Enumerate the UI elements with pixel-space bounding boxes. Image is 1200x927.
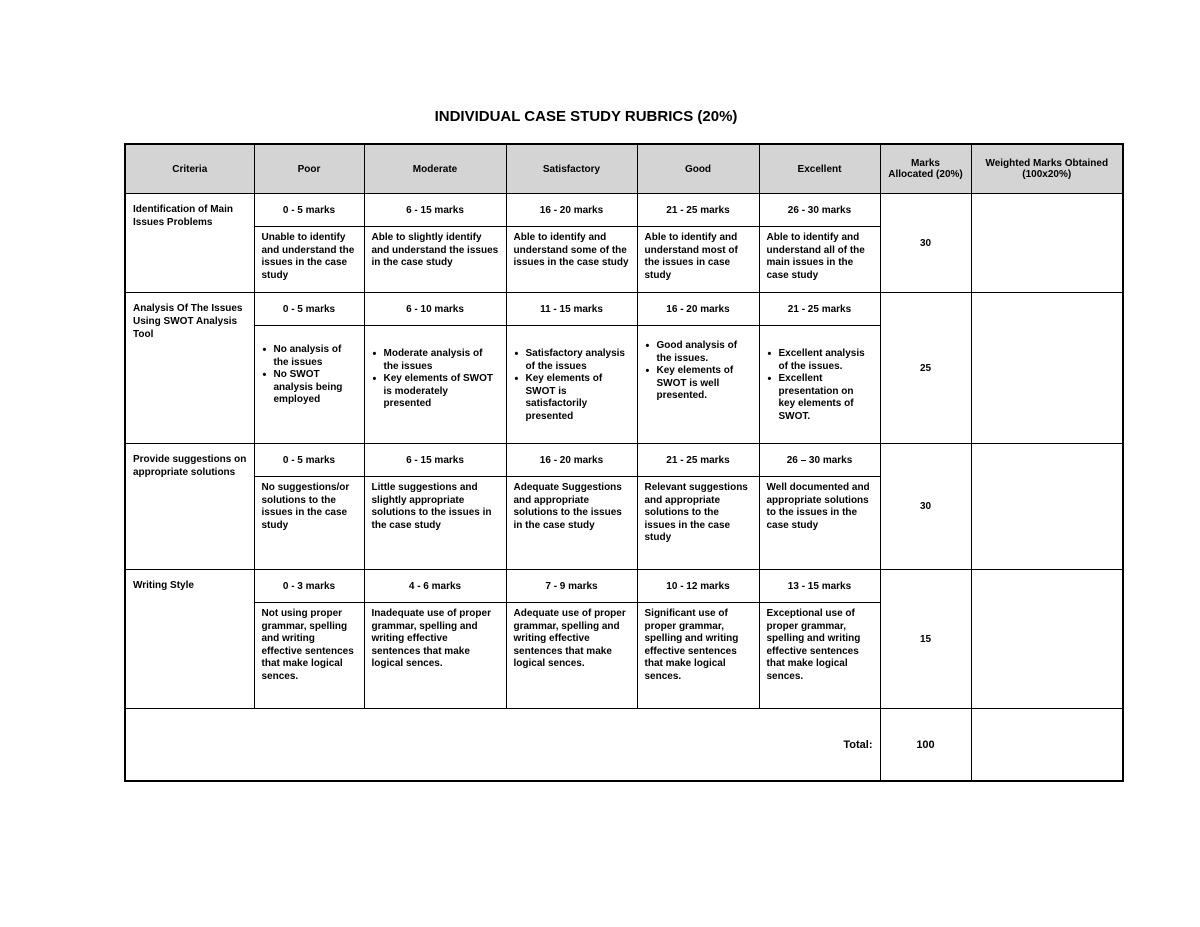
range-cell: 6 - 15 marks	[364, 194, 506, 227]
bullet-cell	[506, 326, 637, 444]
bullet-cell	[759, 326, 880, 444]
header-satisfactory: Satisfactory	[506, 144, 637, 194]
criterion-cell: Writing Style	[125, 570, 254, 709]
marks-allocated-cell: 30	[880, 194, 971, 293]
range-cell: 21 - 25 marks	[759, 293, 880, 326]
range-cell: 0 - 3 marks	[254, 570, 364, 603]
weighted-marks-cell	[971, 570, 1123, 709]
description-cell: Able to slightly identify and understand the issues in the case study	[364, 227, 506, 293]
marks-allocated-cell: 25	[880, 293, 971, 444]
description-cell: Significant use of proper grammar, spelling and writing effective sentences that make logical sences.	[637, 603, 759, 709]
range-cell: 0 - 5 marks	[254, 293, 364, 326]
range-cell: 11 - 15 marks	[506, 293, 637, 326]
weighted-marks-cell	[971, 194, 1123, 293]
total-value: 100	[880, 709, 971, 782]
range-cell: 16 - 20 marks	[637, 293, 759, 326]
description-cell: Relevant suggestions and appropriate solutions to the issues in the case study	[637, 477, 759, 570]
description-cell: Inadequate use of proper grammar, spelling and writing effective sentences that make logical sences.	[364, 603, 506, 709]
description-cell: Little suggestions and slightly appropriate solutions to the issues in the case study	[364, 477, 506, 570]
description-cell: No suggestions/or solutions to the issues in the case study	[254, 477, 364, 570]
marks-allocated-cell: 15	[880, 570, 971, 709]
list-item: • Excellent presentation on key elements of SWOT.	[779, 373, 873, 423]
header-marks-allocated: Marks Allocated (20%)	[880, 144, 971, 194]
range-cell: 4 - 6 marks	[364, 570, 506, 603]
header-weighted-marks: Weighted Marks Obtained (100x20%)	[971, 144, 1123, 194]
header-poor: Poor	[254, 144, 364, 194]
range-cell: 0 - 5 marks	[254, 444, 364, 477]
table-row	[125, 194, 1123, 227]
rubric-table	[124, 143, 1124, 782]
range-cell: 26 – 30 marks	[759, 444, 880, 477]
description-cell: Not using proper grammar, spelling and writing effective sentences that make logical sences.	[254, 603, 364, 709]
description-cell: Able to identify and understand some of the issues in the case study	[506, 227, 637, 293]
list-item: • No analysis of the issues	[274, 344, 357, 369]
range-cell: 6 - 15 marks	[364, 444, 506, 477]
range-cell: 0 - 5 marks	[254, 194, 364, 227]
bullet-cell	[637, 326, 759, 444]
description-cell: Adequate Suggestions and appropriate solutions to the issues in the case study	[506, 477, 637, 570]
range-cell: 7 - 9 marks	[506, 570, 637, 603]
description-cell: Well documented and appropriate solutions to the issues in the case study	[759, 477, 880, 570]
table-row	[125, 293, 1123, 326]
total-row	[125, 709, 1123, 782]
range-cell: 10 - 12 marks	[637, 570, 759, 603]
list-item: • Key elements of SWOT is well presented.	[657, 365, 752, 403]
description-cell: Able to identify and understand most of the issues in case study	[637, 227, 759, 293]
total-label: Total:	[125, 709, 880, 782]
range-cell: 21 - 25 marks	[637, 194, 759, 227]
list-item: • Key elements of SWOT is moderately presented	[384, 373, 499, 411]
list-item: • Moderate analysis of the issues	[384, 348, 499, 373]
range-cell: 16 - 20 marks	[506, 444, 637, 477]
table-row	[125, 444, 1123, 477]
table-row	[125, 570, 1123, 603]
weighted-marks-cell	[971, 444, 1123, 570]
list-item: • Excellent analysis of the issues.	[779, 348, 873, 373]
bullet-cell	[254, 326, 364, 444]
header-excellent: Excellent	[759, 144, 880, 194]
range-cell: 13 - 15 marks	[759, 570, 880, 603]
range-cell: 6 - 10 marks	[364, 293, 506, 326]
list-item: • Satisfactory analysis of the issues	[526, 348, 630, 373]
marks-allocated-cell: 30	[880, 444, 971, 570]
header-criteria: Criteria	[125, 144, 254, 194]
description-cell: Adequate use of proper grammar, spelling and writing effective sentences that make logical sences.	[506, 603, 637, 709]
list-item: • No SWOT analysis being employed	[274, 369, 357, 407]
description-cell: Able to identify and understand all of the main issues in the case study	[759, 227, 880, 293]
criterion-cell: Analysis Of The Issues Using SWOT Analysis Tool	[125, 293, 254, 444]
list-item: • Key elements of SWOT is satisfactorily presented	[526, 373, 630, 423]
page-title: INDIVIDUAL CASE STUDY RUBRICS (20%)	[434, 108, 738, 125]
criterion-cell: Identification of Main Issues Problems	[125, 194, 254, 293]
bullet-cell	[364, 326, 506, 444]
range-cell: 21 - 25 marks	[637, 444, 759, 477]
header-row	[125, 144, 1123, 194]
header-good: Good	[637, 144, 759, 194]
description-cell: Unable to identify and understand the issues in the case study	[254, 227, 364, 293]
total-weighted-cell	[971, 709, 1123, 782]
range-cell: 16 - 20 marks	[506, 194, 637, 227]
header-moderate: Moderate	[364, 144, 506, 194]
list-item: • Good analysis of the issues.	[657, 340, 752, 365]
criterion-cell: Provide suggestions on appropriate solutions	[125, 444, 254, 570]
weighted-marks-cell	[971, 293, 1123, 444]
description-cell: Exceptional use of proper grammar, spelling and writing effective sentences that make logical sences.	[759, 603, 880, 709]
range-cell: 26 - 30 marks	[759, 194, 880, 227]
